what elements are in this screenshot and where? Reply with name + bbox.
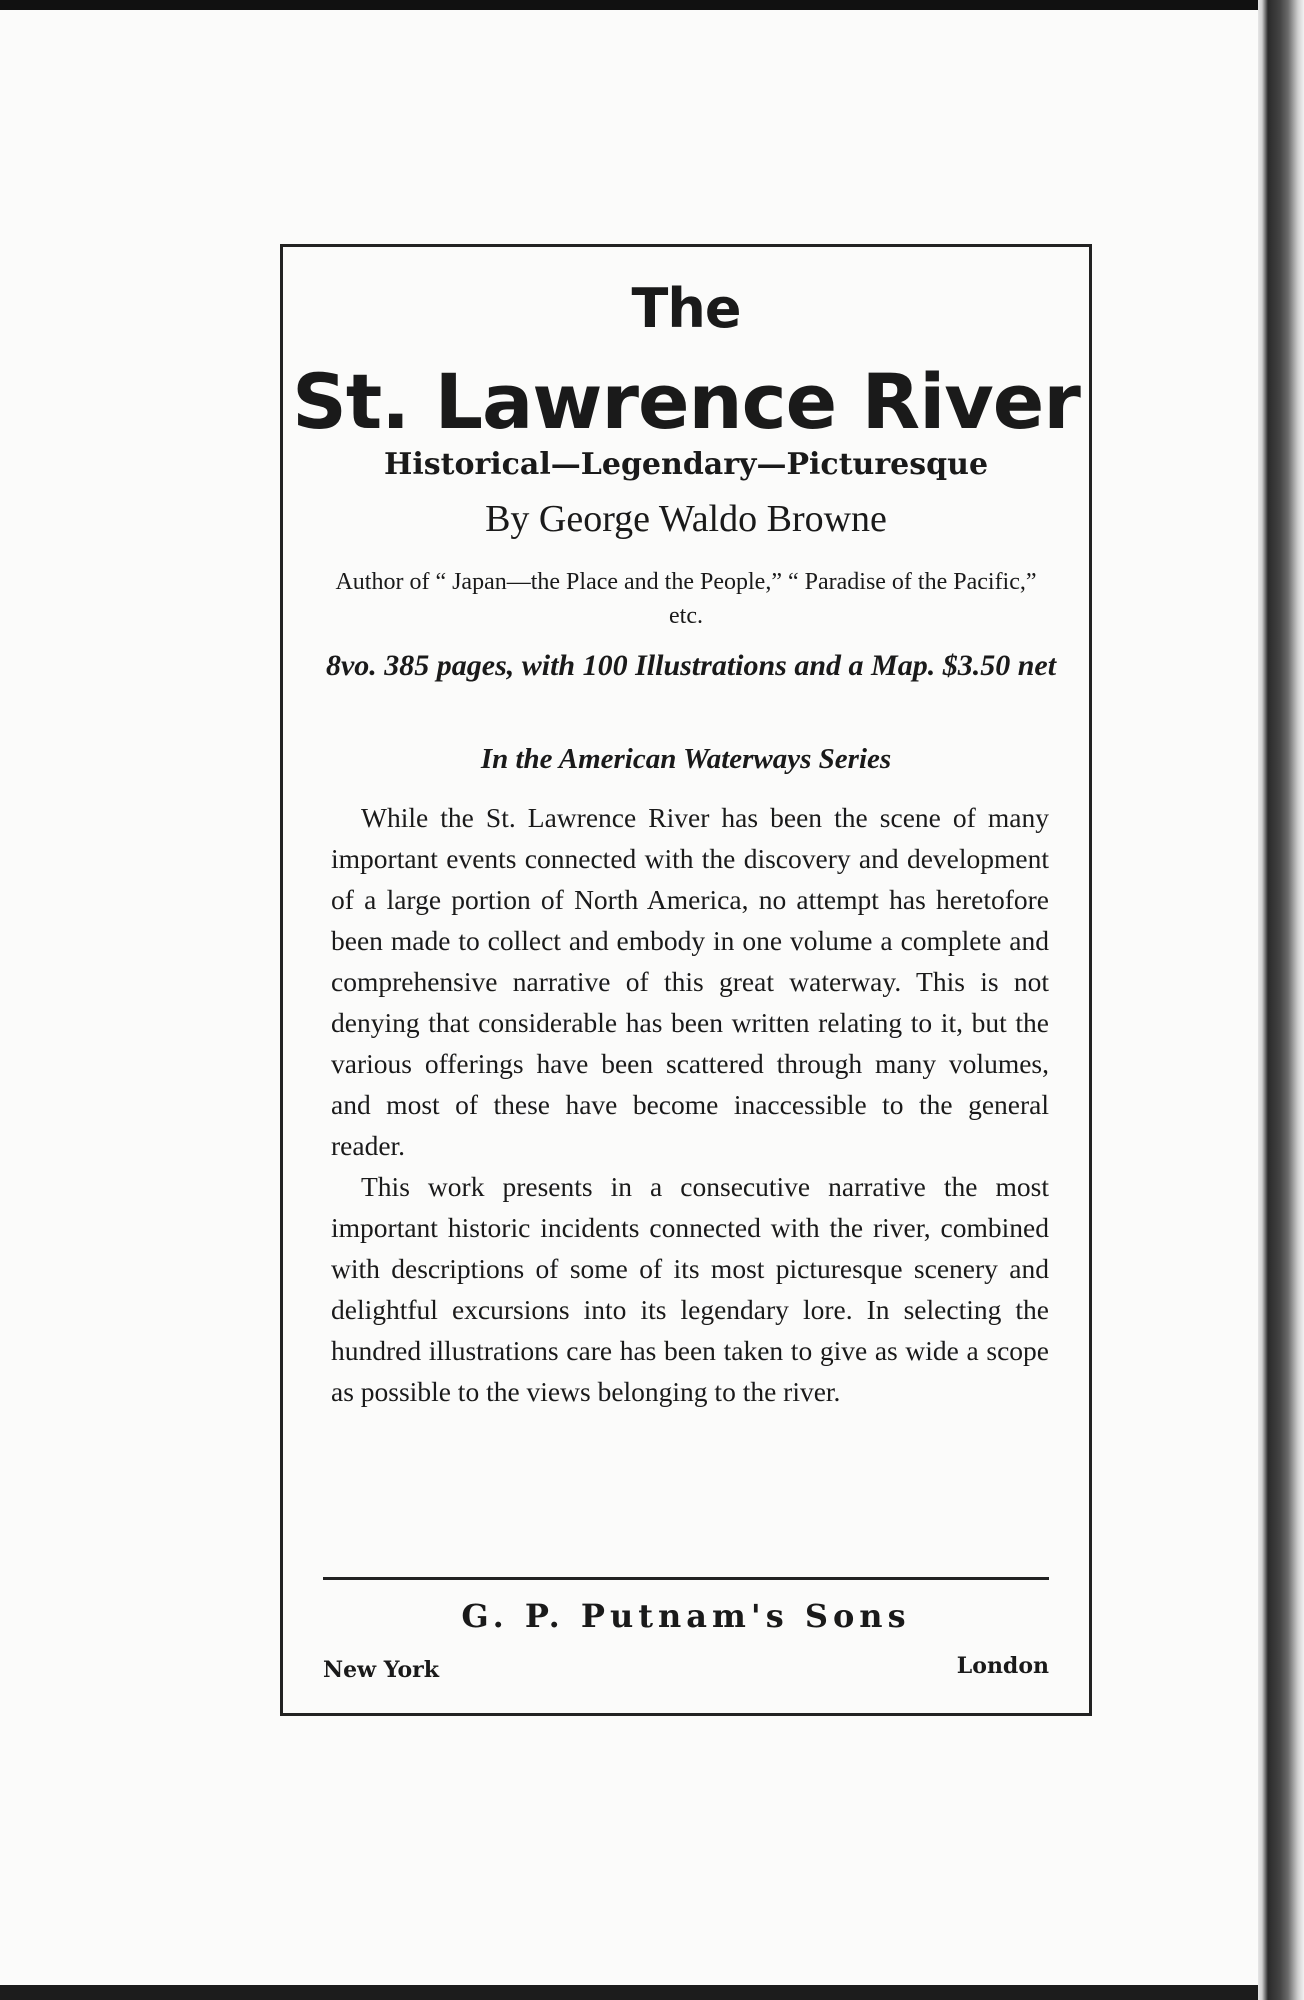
author-line: By George Waldo Browne <box>485 498 887 540</box>
description-paragraph-1: While the St. Lawrence River has been the scene of many important events connected with the discovery and development of a large portion of North America, no attempt has heretofore been made to collect and embody in one volume a complete and comprehensive narrative of this great waterway. This is not denying that considerable has been written relating to it, but the various offerings have been scattered through many volumes, and most of these have become inaccessible to the general reader. <box>331 802 1049 1161</box>
book-title: St. Lawrence River <box>292 357 1080 446</box>
description-body <box>331 797 1049 1412</box>
book-subtitle: Historical—Legendary—Picturesque <box>383 447 989 482</box>
book-format-price: 8vo. 385 pages, with 100 Illustrations and a Map. $3.50 net <box>325 649 1057 682</box>
description-paragraph-2: This work presents in a consecutive narrative the most important historic incidents connected with the river, combined with descriptions of some of its most picturesque scenery and delightful excursions into its legendary lore. In selecting the hundred illustrations care has been taken to give as wide a scope as possible to the views belonging to the river. <box>331 1171 1049 1407</box>
advertisement-box <box>280 244 1092 1716</box>
page-right-edge <box>1258 0 1304 2000</box>
book-page <box>0 10 1258 1985</box>
title-article: The <box>631 277 741 340</box>
publisher-name: G. P. Putnam's Sons <box>461 1597 911 1635</box>
publisher-city-london: London <box>956 1653 1049 1679</box>
publisher-city-new-york: New York <box>323 1657 440 1683</box>
series-name: In the American Waterways Series <box>480 743 892 775</box>
divider-rule <box>323 1577 1049 1580</box>
author-other-works: Author of “ Japan—the Place and the People,” “ Paradise of the Pacific,” etc. <box>335 569 1037 629</box>
